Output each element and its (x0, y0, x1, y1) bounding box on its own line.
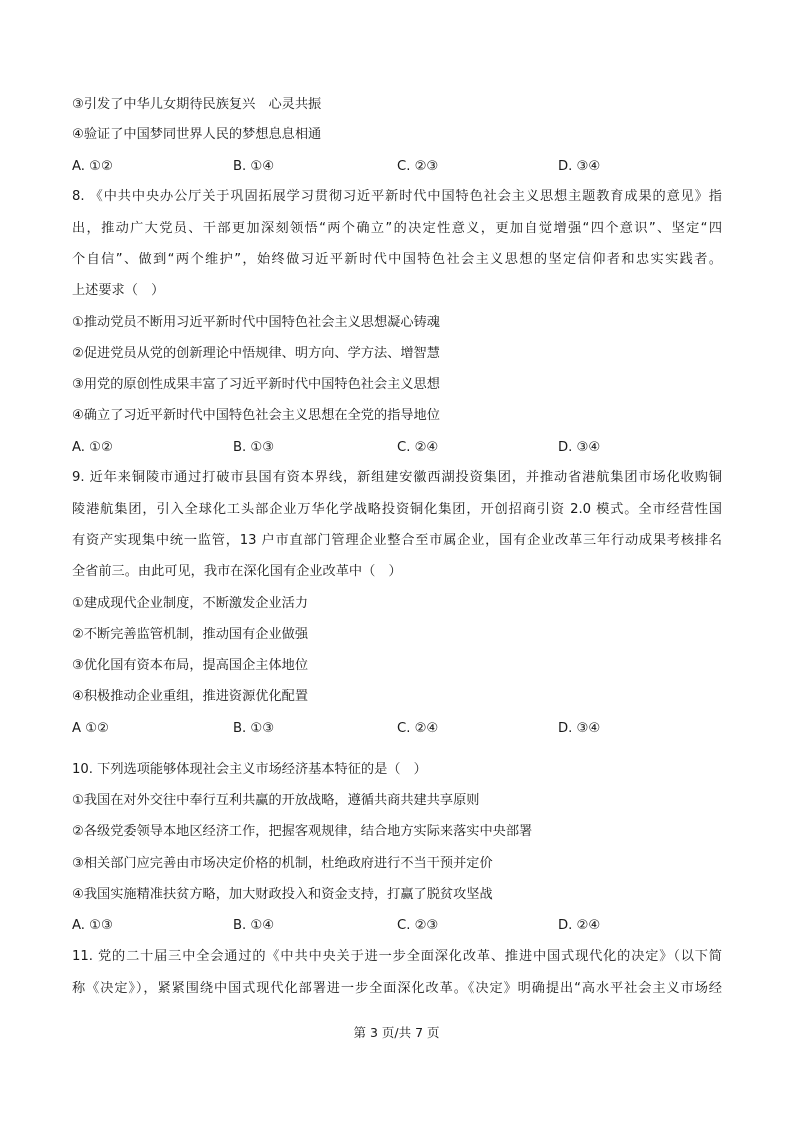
q10-statement-4: ④我国实施精准扶贫方略，加大财政投入和资金支持，打赢了脱贫攻坚战 (72, 887, 493, 902)
q10-option-b: B. ①④ (233, 918, 275, 933)
q9-stem-line-3: 有资产实现集中统一监管，13 户市直部门管理企业整合至市属企业，国有企业改革三年行动成果考核排名 (72, 533, 722, 548)
q9-stem-line-4: 全省前三。由此可见，我市在深化国有企业改革中（ ） (72, 564, 402, 579)
q9-option-d: D. ③④ (558, 721, 601, 736)
q10-options (72, 917, 722, 935)
q9-option-b: B. ①③ (233, 721, 275, 736)
q8-option-b: B. ①③ (233, 440, 275, 455)
q10-stem: 10. 下列选项能够体现社会主义市场经济基本特征的是（ ） (72, 762, 427, 777)
q8-statement-4: ④确立了习近平新时代中国特色社会主义思想在全党的指导地位 (72, 408, 440, 423)
q8-option-c: C. ②④ (397, 440, 439, 455)
q9-option-a: A ①② (72, 721, 109, 736)
q9-option-c: C. ②④ (397, 721, 439, 736)
q9-statement-2: ②不断完善监管机制，推动国有企业做强 (72, 627, 309, 642)
q9-stem-line-2: 陵港航集团，引入全球化工头部企业万华化学战略投资铜化集团，开创招商引资 2.0 模式。全市经营性国 (72, 502, 722, 517)
q10-option-c: C. ②③ (397, 918, 439, 933)
q8-statement-2: ②促进党员从党的创新理论中悟规律、明方向、学方法、增智慧 (72, 346, 440, 361)
q8-statement-1: ①推动党员不断用习近平新时代中国特色社会主义思想凝心铸魂 (72, 315, 440, 330)
q7-options (72, 158, 722, 176)
q8-stem-line-3: 个自信”、做到“两个维护”，始终做习近平新时代中国特色社会主义思想的坚定信仰者和忠实实践者。 (72, 252, 722, 267)
q8-option-a: A. ①② (72, 440, 113, 455)
q9-statement-4: ④积极推动企业重组，推进资源优化配置 (72, 689, 309, 704)
q7-option-a: A. ①② (72, 159, 113, 174)
q7-option-d: D. ③④ (558, 159, 601, 174)
q8-stem-line-4: 上述要求（ ） (72, 283, 165, 298)
q9-options (72, 720, 722, 738)
q10-statement-3: ③相关部门应完善由市场决定价格的机制，杜绝政府进行不当干预并定价 (72, 856, 493, 871)
q8-options (72, 439, 722, 457)
page-number: 第 3 页/共 7 页 (353, 1025, 440, 1040)
q8-stem-line-2: 出，推动广大党员、干部更加深刻领悟“两个确立”的决定性意义，更加自觉增强“四个意识”、坚定“四 (72, 221, 723, 236)
q9-statement-3: ③优化国有资本布局，提高国企主体地位 (72, 658, 309, 673)
q7-option-c: C. ②③ (397, 159, 439, 174)
q8-option-d: D. ③④ (558, 440, 601, 455)
q8-statement-3: ③用党的原创性成果丰富了习近平新时代中国特色社会主义思想 (72, 377, 440, 392)
q10-statement-1: ①我国在对外交往中奉行互利共赢的开放战略，遵循共商共建共享原则 (72, 793, 480, 808)
q11-stem-line-1: 11. 党的二十届三中全会通过的《中共中央关于进一步全面深化改革、推进中国式现代化的决定》（以下简 (72, 949, 722, 964)
q10-option-d: D. ②④ (558, 918, 601, 933)
q9-statement-1: ①建成现代企业制度，不断激发企业活力 (72, 596, 309, 611)
q10-statement-2: ②各级党委领导本地区经济工作，把握客观规律，结合地方实际来落实中央部署 (72, 824, 533, 839)
q8-stem-line-1: 8. 《中共中央办公厅关于巩固拓展学习贯彻习近平新时代中国特色社会主义思想主题教育成果的意见》指 (72, 189, 722, 204)
q7-statement-3: ③引发了中华儿女期待民族复兴 心灵共振 (72, 97, 322, 112)
q10-option-a: A. ①③ (72, 918, 113, 933)
q7-statement-4: ④验证了中国梦同世界人民的梦想息息相通 (72, 127, 322, 142)
q11-stem-line-2: 称《决定》），紧紧围绕中国式现代化部署进一步全面深化改革。《决定》明确提出“高水平社会主义市场经 (72, 981, 722, 996)
q9-stem-line-1: 9. 近年来铜陵市通过打破市县国有资本界线，新组建安徽西湖投资集团，并推动省港航集团市场化收购铜 (72, 470, 722, 485)
q7-option-b: B. ①④ (233, 159, 275, 174)
